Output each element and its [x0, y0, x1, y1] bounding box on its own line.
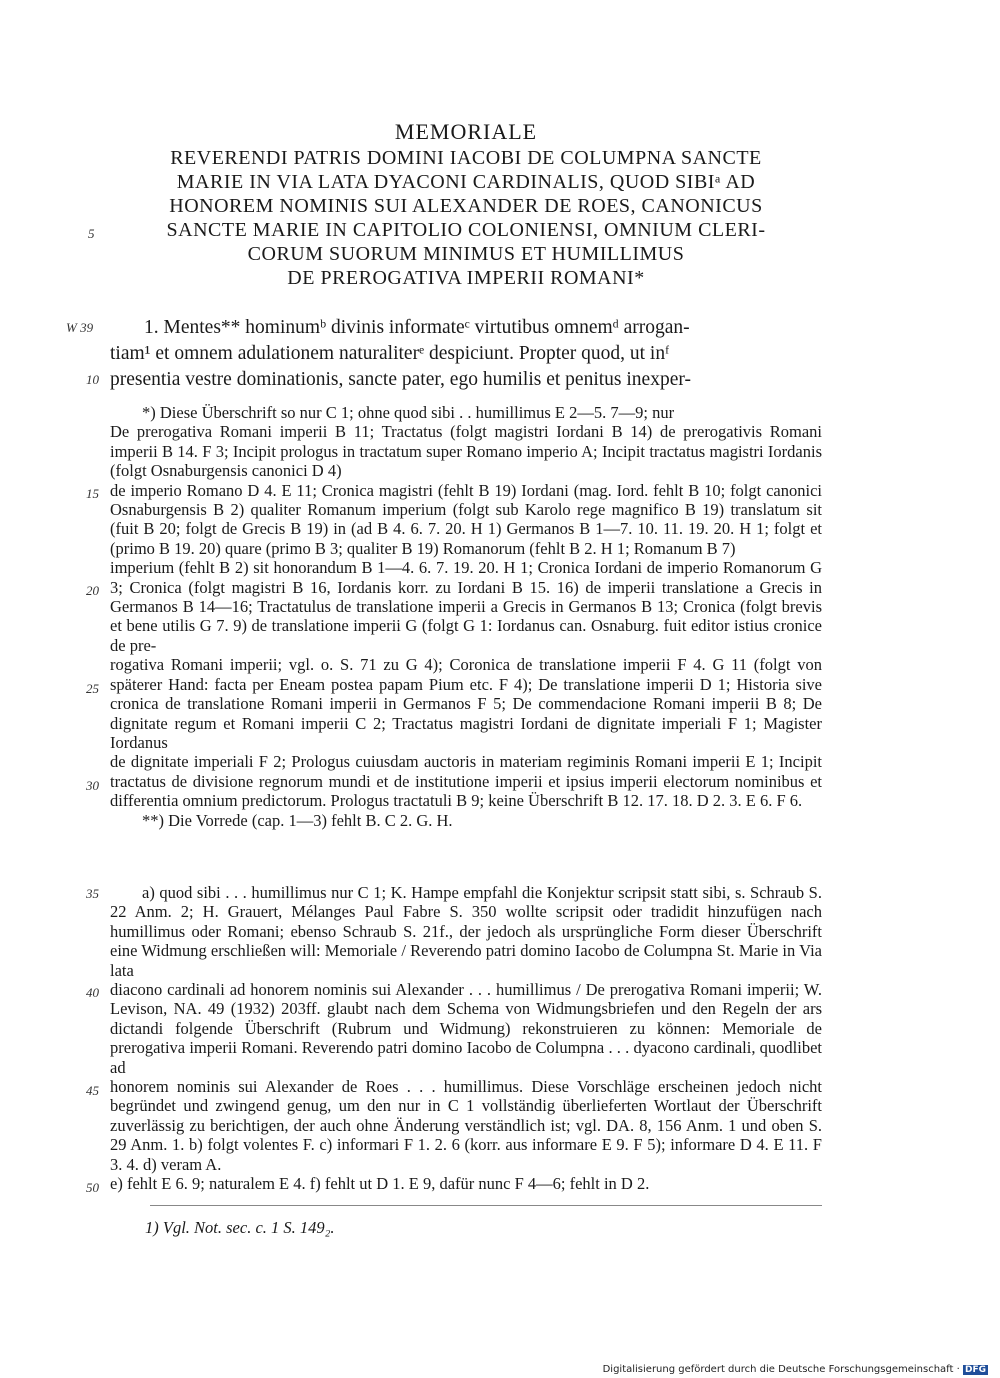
line-number-5: 5	[88, 226, 95, 241]
note-line: **) Die Vorrede (cap. 1—3) fehlt B. C 2. G. H.	[142, 810, 453, 830]
line-number-10: 10	[86, 372, 99, 387]
main-text-line-1: 1. Mentes** hominumᵇ divinis informateᶜ virtutibus omnemᵈ arrogan-	[144, 317, 690, 338]
note-line: a) quod sibi . . . humillimus nur C 1; K. Hampe empfahl die Konjektur scripsit statt sibi, s. Schraub S. 22 Anm. 2; H. Grauert, Mélanges Paul Fabre S. 350 wollte scripsit oder tradidit hinzufügen nach humillimus oder Romani; ebenso Schraub S. 21f., der jedoch als ursprüngliche Form dieser Überschrift eine Widmung erschließen will: Memoriale / Reverendo patri domino Iacobo de Columpna St. Marie in Via lata	[110, 883, 822, 980]
funding-footer	[603, 1364, 988, 1375]
title-line-2: MARIE IN VIA LATA DYACONI CARDINALIS, QUOD SIBIᵃ AD	[176, 171, 756, 193]
title-line-6: DE PREROGATIVA IMPERII ROMANI*	[287, 267, 645, 289]
footnote-divider	[150, 1205, 822, 1206]
line-number-35: 35	[86, 886, 99, 901]
line-number-40: 40	[86, 985, 99, 1000]
apparatus-text-notes	[110, 883, 822, 1194]
note-line: rogativa Romani imperii; vgl. o. S. 71 zu G 4); Coronica de translatione imperii F 4. G 11 (folgt von späterer Hand: facta per Eneam postea papam Pium etc. F 4); De translatione imperii D 1; Historia sive cronica de translatione Romani imperii in Germanos F 5; De commendacione Romani imperii B 8; De dignitate regum et Romani imperii C 2; Tractatus magistri Iordani de dignitate imperiali F 1; Magister Iordanus	[110, 655, 822, 752]
title-main: MEMORIALE	[394, 119, 538, 144]
title-line-4: SANCTE MARIE IN CAPITOLIO COLONIENSI, OMNIUM CLERI-	[166, 219, 766, 241]
line-number-50: 50	[86, 1180, 99, 1195]
title-line-3: HONOREM NOMINIS SUI ALEXANDER DE ROES, CANONICUS	[169, 195, 763, 217]
apparatus-title-notes	[110, 403, 822, 830]
line-number-20: 20	[86, 583, 99, 598]
margin-ref-w39: W 39	[66, 320, 94, 335]
dfg-logo: DFG	[964, 1365, 986, 1375]
line-number-45: 45	[86, 1083, 99, 1098]
note-line: honorem nominis sui Alexander de Roes . . . humillimus. Diese Vorschläge erscheinen jedoch nicht begründet und zwingend genug, um den nur in C 1 vollständig überlieferten Wortlaut der Überschrift zuverlässig zu berichtigen, der auch ohne Änderung verständlich ist; vgl. DA. 8, 156 Anm. 1 und oben S. 29 Anm. 1. b) folgt volentes F. c) informari F 1. 2. 6 (korr. aus informare E 9. F 5); informare D 4. E 11. F 3. 4. d) veram A.	[110, 1077, 822, 1174]
line-number-15: 15	[86, 486, 99, 501]
line-number-30: 30	[86, 778, 99, 793]
note-line: de imperio Romano D 4. E 11; Cronica magistri (fehlt B 19) Iordani (mag. Iord. fehlt B 10; folgt canonici Osnaburgensis B 2) qualiter Romanum imperium (folgt sub Karolo rege magnifico B 19) translatum sit (fuit B 20; folgt de Grecis B 19) in (ad B 4. 6. 7. 20. H 1) Germanos B 1—7. 10. 11. 19. 20. H 1; folgt et (primo B 19. 20) quare (primo B 3; qualiter B 19) Romanorum (fehlt B 2. H 1; Romanum B 7)	[110, 480, 822, 558]
note-line: diacono cardinali ad honorem nominis sui Alexander . . . humillimus / De prerogativa Romani imperii; W. Levison, NA. 49 (1932) 203ff. glaubt nach dem Schema von Widmungsbriefen und den Regeln der ars dictandi folgende Überschrift (Rubrum und Widmung) rekonstruieren zu können: Memoriale de prerogativa imperii Romani. Reverendo patri domino Iacobo de Columpna . . . dyacono cardinali, quodlibet ad	[110, 980, 822, 1077]
main-text-line-3: presentia vestre dominationis, sancte pater, ego humilis et penitus inexper-	[110, 369, 691, 390]
main-text	[110, 315, 822, 393]
note-line: De prerogativa Romani imperii B 11; Tractatus (folgt magistri Iordani B 14) de prerogativis Romani imperii B 14. F 3; Incipit prologus in tractatum super Romano imperio A; Incipit tractatus magistri Iordanis (folgt Osnaburgensis canonici D 4)	[110, 422, 822, 481]
line-number-25: 25	[86, 681, 99, 696]
footnote: 1) Vgl. Not. sec. c. 1 S. 149₂.	[145, 1218, 335, 1237]
main-text-line-2: tiam¹ et omnem adulationem naturaliterᵉ despiciunt. Propter quod, ut inᶠ	[110, 343, 670, 364]
note-line: de dignitate imperiali F 2; Prologus cuiusdam auctoris in materiam regiminis Romani imperii E 1; Incipit tractatus de divisione regnorum mundi et de institutione imperii et ipsius imperii electorum nominibus et differentia omnium predictorum. Prologus tractatuli B 9; keine Überschrift B 12. 17. 18. D 2. 3. E 6. F 6.	[110, 752, 822, 811]
note-line: e) fehlt E 6. 9; naturalem E 4. f) fehlt ut D 1. E 9, dafür nunc F 4—6; fehlt in D 2.	[110, 1174, 650, 1194]
title-line-1: REVERENDI PATRIS DOMINI IACOBI DE COLUMPNA SANCTE	[170, 147, 762, 169]
note-line: *) Diese Überschrift so nur C 1; ohne quod sibi . . humillimus E 2—5. 7—9; nur	[142, 403, 675, 422]
title-block	[110, 118, 822, 290]
note-line: imperium (fehlt B 2) sit honorandum B 1—4. 6. 7. 19. 20. H 1; Cronica Iordani de imperio Romanorum G 3; Cronica (folgt magistri B 16, Iordanis korr. zu Iordani B 15. 16) de imperii translatione a Grecis in Germanos B 14—16; Tractatulus de translatione imperii a Grecis in Germanos B 13; Cronica (folgt brevis et bene utilis G 7. 9) de translatione imperii G (folgt G 1: Iordanus can. Osnaburg. fuit editor istius cronice de pre-	[110, 558, 822, 655]
funding-text: Digitalisierung gefördert durch die Deutsche Forschungsgemeinschaft ·	[602, 1364, 960, 1375]
title-line-5: CORUM SUORUM MINIMUS ET HUMILLIMUS	[247, 243, 685, 265]
